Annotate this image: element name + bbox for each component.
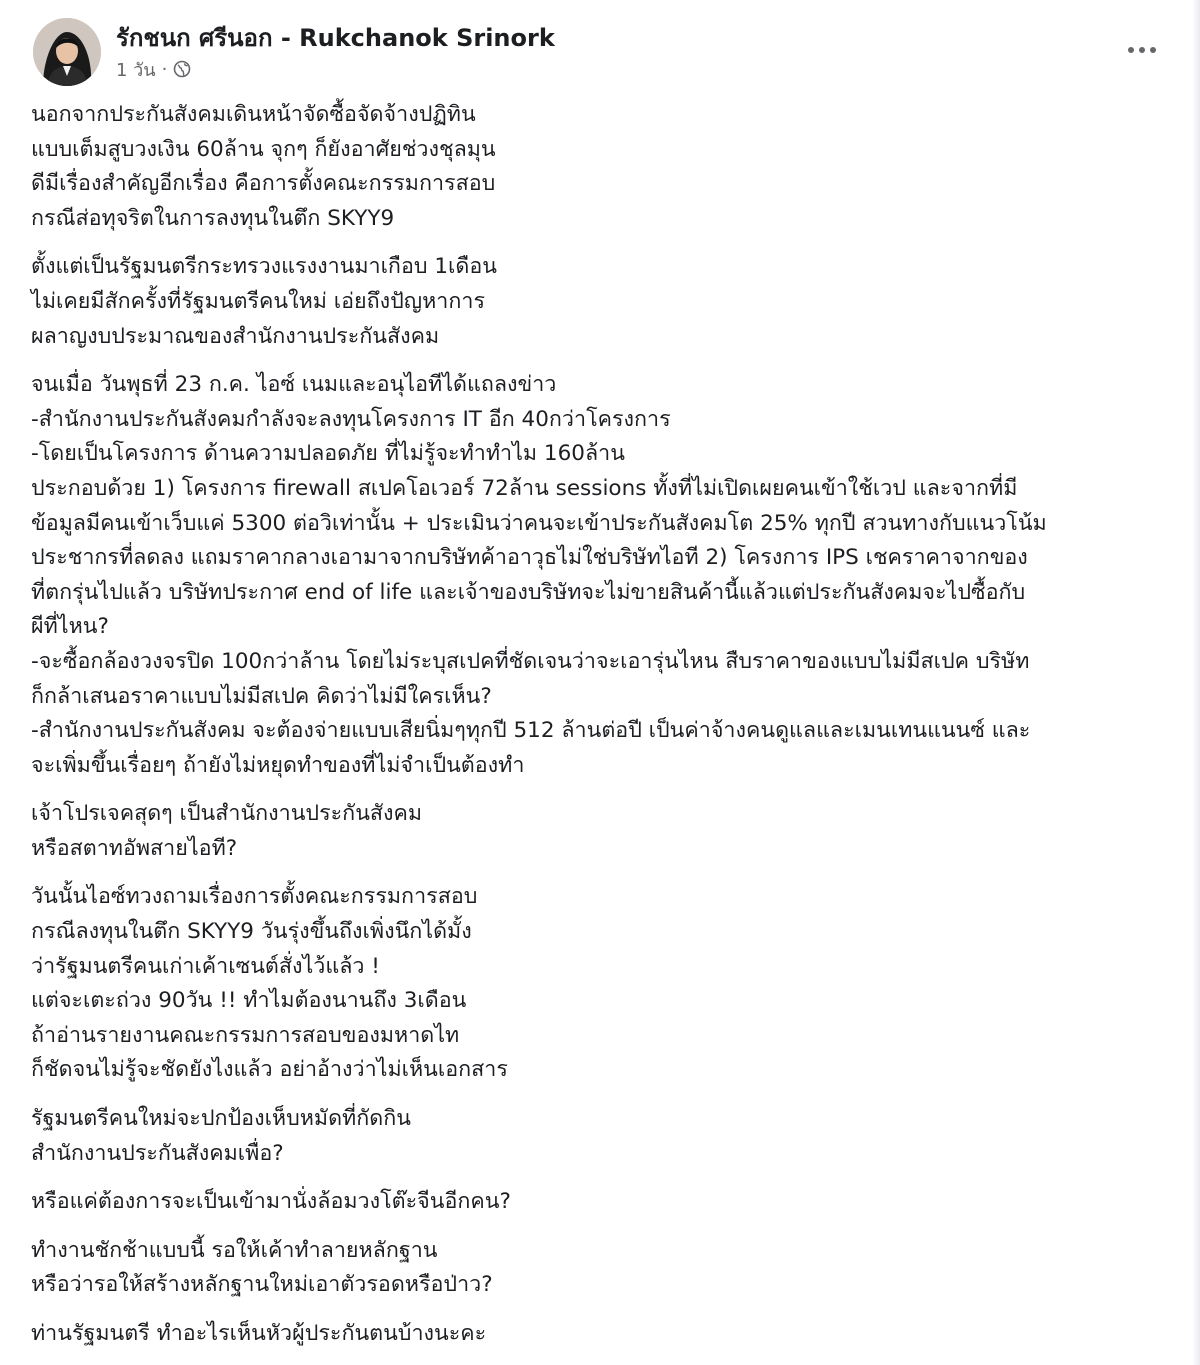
avatar[interactable] <box>33 18 101 86</box>
post-text-line: ก็ชัดจนไม่รู้จะชัดยังไงแล้ว อย่าอ้างว่าไม่เห็นเอกสาร <box>31 1057 508 1083</box>
avatar-image <box>33 18 101 86</box>
post-paragraph <box>31 1185 1171 1220</box>
post-paragraph <box>31 1234 1171 1303</box>
post-text-line: หรือแค่ต้องการจะเป็นเข้ามานั่งล้อมวงโต๊ะจีนอีกคน? <box>31 1189 511 1215</box>
post-text-line: จนเมื่อ วันพุธที่ 23 ก.ค. ไอซ์ เนมและอนุไอทีได้แถลงข่าว <box>31 372 557 398</box>
post-text-line: เจ้าโปรเจคสุดๆ เป็นสำนักงานประกันสังคม <box>31 801 423 827</box>
post-text-line: ไม่เคยมีสักครั้งที่รัฐมนตรีคนใหม่ เอ่ยถึงปัญหาการ <box>31 288 485 314</box>
post-text-line: ผลาญงบประมาณของสำนักงานประกันสังคม <box>31 323 440 349</box>
post-text-line: จะเพิ่มขึ้นเรื่อยๆ ถ้ายังไม่หยุดทำของที่ไม่จำเป็นต้องทำ <box>31 752 525 778</box>
post-text-line: นอกจากประกันสังคมเดินหน้าจัดซื้อจัดจ้างปฏิทิน <box>31 102 476 127</box>
post-paragraph <box>31 98 1171 236</box>
globe-icon[interactable] <box>173 60 191 78</box>
author-name[interactable]: รักชนก ศรีนอก - Rukchanok Srinork <box>116 24 555 52</box>
post-text-line: แบบเต็มสูบวงเงิน 60ล้าน จุกๆ ก็ยังอาศัยช่วงชุลมุน <box>31 136 496 162</box>
post-text-line: กรณีลงทุนในตึก SKYY9 วันรุ่งขึ้นถึงเพิ่งนึกได้มั้ง <box>31 919 472 945</box>
post-text-line: -สำนักงานประกันสังคมกำลังจะลงทุนโครงการ IT อีก 40กว่าโครงการ <box>31 406 671 432</box>
more-options-icon <box>1128 47 1134 53</box>
post-text-line: กรณีส่อทุจริตในการลงทุนในตึก SKYY9 <box>31 205 395 231</box>
post-text-line: สำนักงานประกันสังคมเพื่อ? <box>31 1140 284 1166</box>
post-text-line: -จะซื้อกล้องวงจรปิด 100กว่าล้าน โดยไม่ระบุสเปคที่ชัดเจนว่าจะเอารุ่นไหน สืบราคาของแบบไม่มีสเปค บริษัท <box>31 648 1030 674</box>
post-paragraph <box>31 797 1171 866</box>
post-paragraph <box>31 368 1171 783</box>
more-options-button[interactable] <box>1120 34 1164 66</box>
post-text-line: ข้อมูลมีคนเข้าเว็บแค่ 5300 ต่อวิเท่านั้น + ประเมินว่าคนจะเข้าประกันสังคมโต 25% ทุกปี สวนทางกับแนวโน้ม <box>31 510 1047 536</box>
meta-separator: · <box>161 58 168 80</box>
post-paragraph <box>31 1317 1171 1352</box>
post-paragraph <box>31 880 1171 1088</box>
post-text-line: รัฐมนตรีคนใหม่จะปกป้องเห็บหมัดที่กัดกิน <box>31 1106 411 1132</box>
post-text-line: ถ้าอ่านรายงานคณะกรรมการสอบของมหาดไท <box>31 1022 460 1048</box>
post-text-line: ผีที่ไหน? <box>31 614 109 640</box>
post-text-line: ตั้งแต่เป็นรัฐมนตรีกระทรวงแรงงานมาเกือบ 1เดือน <box>31 254 497 280</box>
post-paragraph <box>31 250 1171 354</box>
post-text-line: ประชากรที่ลดลง แถมราคากลางเอามาจากบริษัทค้าอาวุธไม่ใช่บริษัทไอที 2) โครงการ IPS เชคราคาจากของ <box>31 545 1028 571</box>
post-text-line: ก็กล้าเสนอราคาแบบไม่มีสเปค คิดว่าไม่มีใครเห็น? <box>31 683 492 709</box>
post-text-line: ที่ตกรุ่นไปแล้ว บริษัทประกาศ end of life และเจ้าของบริษัทจะไม่ขายสินค้านี้แล้วแต่ประกันสังคมจะไปซื้อกับ <box>31 579 1026 605</box>
post-text-line: ว่ารัฐมนตรีคนเก่าเค้าเซนต์สั่งไว้แล้ว ! <box>31 953 380 979</box>
post-text-line: หรือว่ารอให้สร้างหลักฐานใหม่เอาตัวรอดหรือป่าว? <box>31 1272 493 1298</box>
scroll-edge <box>1192 0 1200 1365</box>
post-text <box>31 98 1171 1365</box>
post-paragraph <box>31 1102 1171 1171</box>
post-text-line: ทำงานชักช้าแบบนี้ รอให้เค้าทำลายหลักฐาน <box>31 1237 438 1263</box>
post-text-line: วันนั้นไอซ์ทวงถามเรื่องการตั้งคณะกรรมการสอบ <box>31 884 478 910</box>
post-meta <box>116 56 191 82</box>
post-time[interactable]: 1 วัน <box>116 59 156 81</box>
post-text-line: แต่จะเตะถ่วง 90วัน !! ทำไมต้องนานถึง 3เดือน <box>31 988 467 1014</box>
post-text-line: ท่านรัฐมนตรี ทำอะไรเห็นหัวผู้ประกันตนบ้างนะคะ <box>31 1321 487 1346</box>
post-header <box>28 16 1172 92</box>
post-text-line: -โดยเป็นโครงการ ด้านความปลอดภัย ที่ไม่รู้จะทำทำไม 160ล้าน <box>31 441 625 467</box>
post-text-line: ประกอบด้วย 1) โครงการ firewall สเปคโอเวอร์ 72ล้าน sessions ทั้งที่ไม่เปิดเผยคนเข้าใช้เวป และจากที่มี <box>31 475 1018 501</box>
post-text-line: ดีมีเรื่องสำคัญอีกเรื่อง คือการตั้งคณะกรรมการสอบ <box>31 171 496 197</box>
post-text-line: -สำนักงานประกันสังคม จะต้องจ่ายแบบเสียนิ่มๆทุกปี 512 ล้านต่อปี เป็นค่าจ้างคนดูแลและเมนเทนแนนซ์ และ <box>31 718 1031 744</box>
more-options-icon <box>1150 47 1156 53</box>
more-options-icon <box>1139 47 1145 53</box>
post-text-line: หรือสตาทอัพสายไอที? <box>31 835 238 861</box>
